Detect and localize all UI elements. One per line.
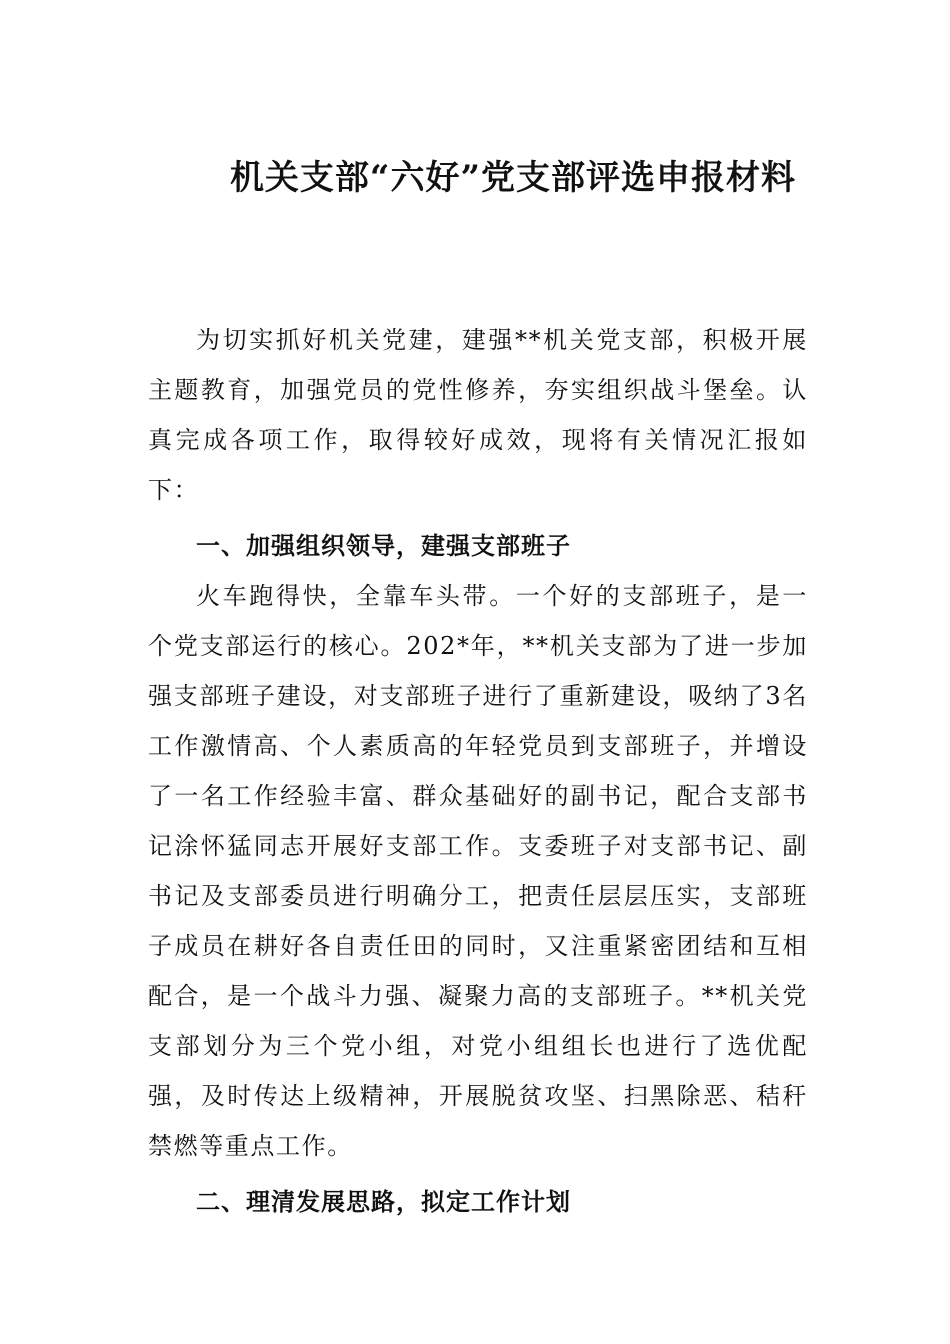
section-1-paragraph: 火车跑得快，全靠车头带。一个好的支部班子，是一个党支部运行的核心。202*年，**机关支部为了进一步加强支部班子建设，对支部班子进行了重新建设，吸纳了3名工作激情高、个人素质高的年轻党员到支部班子，并增设了一名工作经验丰富、群众基础好的副书记，配合支部书记涂怀猛同志开展好支部工作。支委班子对支部书记、副书记及支部委员进行明确分工，把责任层层压实，支部班子成员在耕好各自责任田的同时，又注重紧密团结和互相配合，是一个战斗力强、凝聚力高的支部班子。**机关党支部划分为三个党小组，对党小组组长也进行了选优配强，及时传达上级精神，开展脱贫攻坚、扫黑除恶、秸秆禁燃等重点工作。 bbox=[148, 582, 808, 1160]
intro-paragraph: 为切实抓好机关党建，建强**机关党支部，积极开展主题教育，加强党员的党性修养，夯实组织战斗堡垒。认真完成各项工作，取得较好成效，现将有关情况汇报如下： bbox=[148, 326, 808, 504]
document-title: 机关支部“六好”党支部评选申报材料 bbox=[229, 158, 797, 198]
section-2-heading: 二、理清发展思路，拟定工作计划 bbox=[196, 1187, 571, 1216]
section-1-heading: 一、加强组织领导，建强支部班子 bbox=[196, 531, 571, 560]
document-body bbox=[148, 315, 808, 1227]
